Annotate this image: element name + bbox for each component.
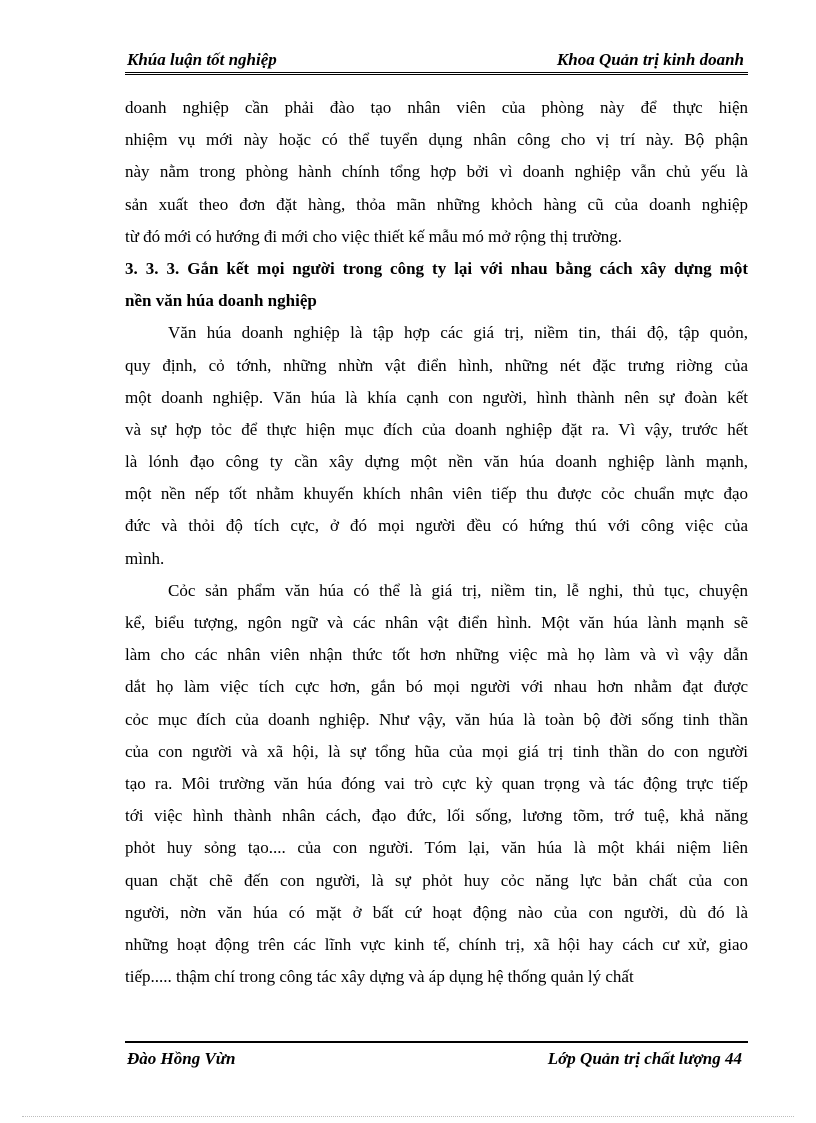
text-line: quy định, cỏ tớnh, những nhừn vật điển hình, những nét đặc trưng riờng của: [125, 355, 748, 375]
text-line: là lónh đạo công ty cần xây dựng một nền văn húa doanh nghiệp lành mạnh,: [125, 452, 748, 472]
page-header: [125, 48, 748, 75]
text-line: mình.: [125, 548, 165, 568]
document-body: [125, 92, 748, 993]
text-line: người, nờn văn húa có mặt ở bất cứ hoạt động nào của con người, dù đó là: [125, 902, 748, 922]
text-line: sản xuất theo đơn đặt hàng, thỏa mãn những khỏch hàng cũ của doanh nghiệp: [125, 194, 748, 214]
text-line: này nằm trong phòng hành chính tổng hợp bởi vì doanh nghiệp vẫn chủ yếu là: [125, 162, 748, 182]
section-heading: 3. 3. 3. Gắn kết mọi người trong công ty lại với nhau bằng cách xây dựng một: [125, 258, 748, 278]
text-line: dắt họ làm việc tích cực hơn, gắn bó mọi người với nhau hơn nhằm đạt được: [125, 677, 748, 697]
footer-class: Lớp Quản trị chất lượng 44: [547, 1049, 742, 1068]
page-footer: [125, 1041, 748, 1075]
header-faculty: Khoa Quản trị kinh doanh: [556, 50, 744, 69]
text-line: kể, biểu tượng, ngôn ngữ và các nhân vật điển hình. Một văn húa lành mạnh sẽ: [125, 613, 748, 632]
text-line: Cỏc sản phẩm văn húa có thể là giá trị, niềm tin, lễ nghi, thủ tục, chuyện: [168, 580, 748, 600]
text-line: phỏt huy sỏng tạo.... của con người. Tóm lại, văn húa là một khái niệm liên: [125, 838, 748, 858]
text-line: nhiệm vụ mới này hoặc có thể tuyển dụng nhân công cho vị trí này. Bộ phận: [125, 130, 748, 150]
text-line: tiếp..... thậm chí trong công tác xây dựng và áp dụng hệ thống quản lý chất: [125, 967, 634, 987]
text-line: làm cho các nhân viên nhận thức tốt hơn những việc mà họ làm và vì vậy dẫn: [125, 645, 748, 665]
text-line: quan chặt chẽ đến con người, là sự phỏt huy cỏc năng lực bản chất của con: [125, 870, 748, 890]
text-line: đức và thỏi độ tích cực, ở đó mọi người đều có hứng thú với công việc của: [125, 516, 748, 536]
text-line: từ đó mới có hướng đi mới cho việc thiết kế mẫu mó mở rộng thị trường.: [125, 226, 623, 246]
text-line: tới việc hình thành nhân cách, đạo đức, lối sống, lương tõm, trớ tuệ, khả năng: [125, 806, 748, 826]
text-line: một doanh nghiệp. Văn húa là khía cạnh con người, hình thành nên sự đoàn kết: [125, 387, 748, 407]
text-line: một nền nếp tốt nhằm khuyến khích nhân viên tiếp thu được cỏc chuẩn mực đạo: [125, 484, 748, 504]
header-thesis-title: Khúa luận tốt nghiệp: [127, 50, 277, 69]
page-bottom-edge: [22, 1116, 794, 1117]
text-line: cỏc mục đích của doanh nghiệp. Như vậy, văn húa là toàn bộ đời sống tinh thần: [125, 709, 748, 729]
text-line: doanh nghiệp cần phải đào tạo nhân viên của phòng này để thực hiện: [125, 98, 748, 117]
text-line: và sự hợp tỏc để thực hiện mục đích của doanh nghiệp đặt ra. Vì vậy, trước hết: [125, 419, 748, 439]
text-line: của con người và xã hội, là sự tổng hũa của mọi giá trị tinh thần do con người: [125, 741, 748, 761]
section-heading: nền văn húa doanh nghiệp: [125, 291, 317, 311]
text-line: những hoạt động trên các lĩnh vực kinh tế, chính trị, xã hội hay cách cư xử, giao: [125, 934, 748, 954]
text-line: Văn húa doanh nghiệp là tập hợp các giá trị, niềm tin, thái độ, tập quỏn,: [168, 323, 748, 343]
footer-author: Đào Hồng Vừn: [127, 1049, 236, 1068]
text-line: tạo ra. Môi trường văn húa đóng vai trò cực kỳ quan trọng và tác động trực tiếp: [125, 773, 748, 793]
